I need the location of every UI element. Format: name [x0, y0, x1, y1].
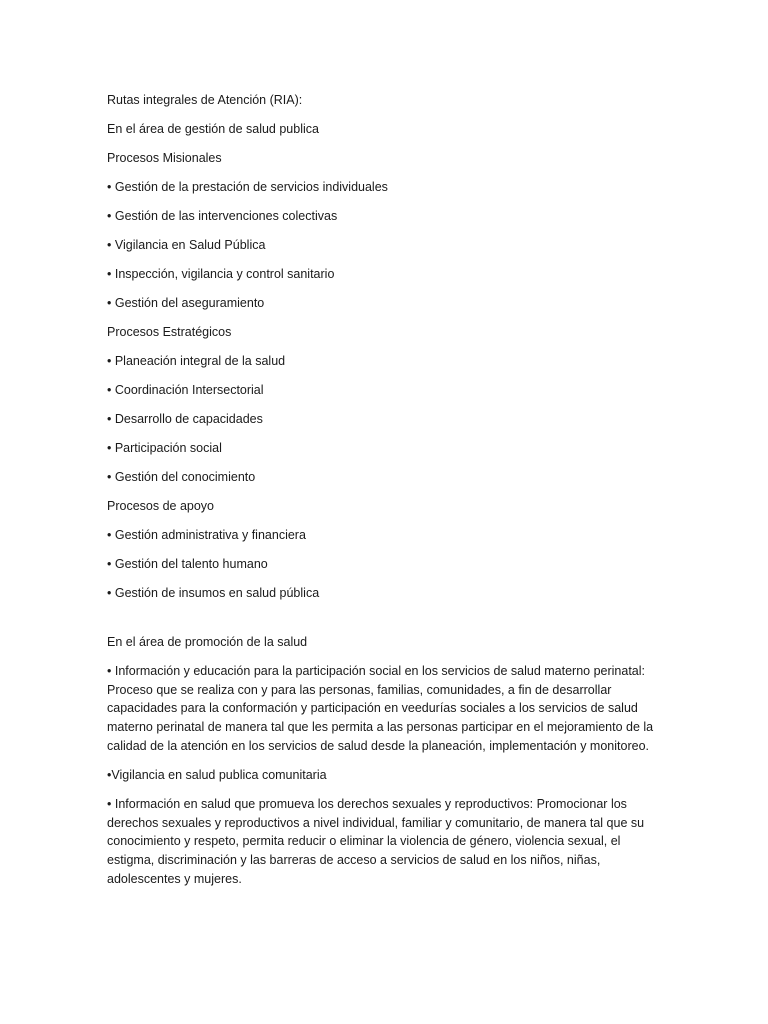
document-page — [107, 91, 655, 899]
list-item: • Inspección, vigilancia y control sanitario — [107, 266, 335, 281]
list-item: • Desarrollo de capacidades — [107, 411, 263, 426]
subheading-estrategicos: Procesos Estratégicos — [107, 324, 232, 339]
section-heading-gestion: En el área de gestión de salud publica — [107, 121, 319, 136]
list-item: • Gestión de la prestación de servicios individuales — [107, 179, 388, 194]
list-item: • Gestión del conocimiento — [107, 469, 256, 484]
list-item: • Información y educación para la participación social en los servicios de salud materno perinatal: Proceso que se realiza con y para las personas, familias, comunidades, a fin de desarrollar capacidades para la conformación y participación en veedurías sociales a los servicios de salud materno perinatal de manera tal que les permita a las personas participar en el mejoramiento de la calidad de la atención en los servicios de salud desde la planeación, implementación y monitoreo. — [107, 663, 654, 753]
section-heading-promocion: En el área de promoción de la salud — [107, 634, 308, 649]
list-item: •Vigilancia en salud publica comunitaria — [107, 767, 327, 782]
paragraph-spacer — [107, 613, 655, 633]
subheading-apoyo: Procesos de apoyo — [107, 498, 215, 513]
list-item: • Participación social — [107, 440, 222, 455]
list-item: • Gestión de insumos en salud pública — [107, 585, 320, 600]
list-item: • Gestión administrativa y financiera — [107, 527, 306, 542]
list-item: • Coordinación Intersectorial — [107, 382, 264, 397]
list-item: • Vigilancia en Salud Pública — [107, 237, 266, 252]
list-item: • Información en salud que promueva los derechos sexuales y reproductivos: Promocionar los derechos sexuales y reproductivos a nivel individual, familiar y comunitario, de manera tal que su conocimiento y respeto, permita reducir o eliminar la violencia de género, violencia sexual, el estigma, discriminación y las barreras de acceso a servicios de salud en los niños, niñas, adolescentes y mujeres. — [107, 796, 645, 887]
list-item: • Gestión del aseguramiento — [107, 295, 265, 310]
list-item: • Planeación integral de la salud — [107, 353, 286, 368]
list-item: • Gestión de las intervenciones colectivas — [107, 208, 338, 223]
subheading-misionales: Procesos Misionales — [107, 150, 222, 165]
document-title: Rutas integrales de Atención (RIA): — [107, 93, 303, 107]
list-item: • Gestión del talento humano — [107, 556, 268, 571]
